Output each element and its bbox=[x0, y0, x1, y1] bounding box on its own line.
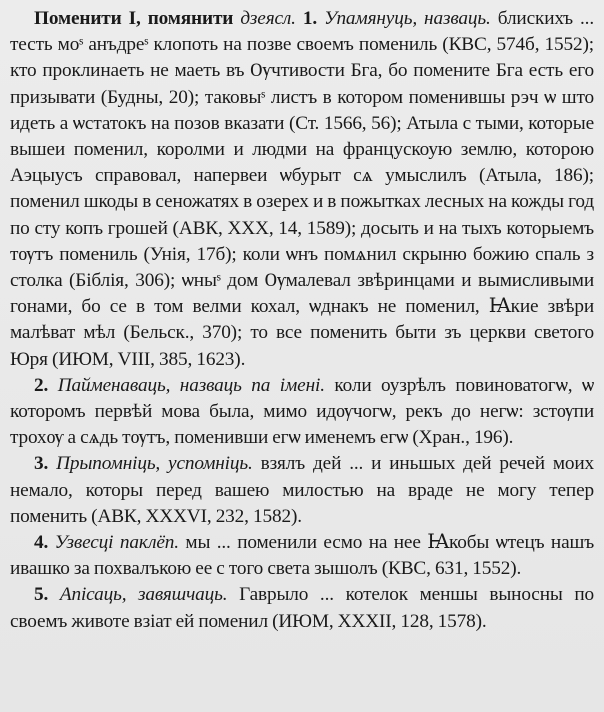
sense-definition: Пайменаваць, назваць па імені. bbox=[57, 374, 325, 396]
grammar-label: дзеясл. bbox=[240, 8, 296, 29]
sense-text: взялъ дей ... и иньшых дей речей моих немало, которы перед вашею милостью на враде не могу тепер поменить (АВК, XXXVI, 232, 1582). bbox=[10, 453, 595, 527]
sense-2-paragraph bbox=[10, 373, 594, 452]
sense-4-paragraph bbox=[10, 530, 594, 582]
sense-text: Гаврыло ... котелок меншы выносны по своемъ животе взіат ей поменил (ИЮМ, XXXII, 128, 1578). bbox=[10, 584, 595, 632]
sense-number: 2. bbox=[34, 374, 49, 396]
sense-text: коли оузрѣлъ повиноватогѡ, ѡ которомъ первѣй мова была, мимо идѹчогѡ, рекъ до негѡ: зстѹпи трохѹ а сѧдь тѹтъ, поменивши егѡ именемъ егѡ (Хран., 196). bbox=[10, 374, 595, 449]
sense-definition: Прыпомніць, успомніць. bbox=[56, 453, 253, 475]
headword: Поменити I, помянити bbox=[34, 8, 234, 29]
sense-definition: Упамянуць, назваць. bbox=[324, 8, 491, 29]
sense-1-paragraph bbox=[10, 6, 594, 373]
sense-3-paragraph bbox=[10, 451, 594, 530]
sense-number: 5. bbox=[34, 584, 49, 606]
sense-definition: Апісаць, завяшчаць. bbox=[59, 584, 228, 606]
sense-5-paragraph bbox=[10, 582, 594, 634]
sense-text: блискихъ ... тесть моˢ анъдреˢ клопоть на позве своемъ помениль (КВС, 574б, 1552); кто проклинаеть не маеть въ Ѹчтивости Бга, бо помените Бга есть его призывати (Будны, 20); таковыˢ листъ в котором поменившы рэч ѡ што идеть а ѡстатокъ на позов вказати (Ст. 1566, 56); Атыла с тыми, которые вышеи поменил, королми и людми на францускоую землю, которою Аэцыусъ справовал, напервеи ѡбурыт сѧ умыслилъ (Атыла, 186); поменил шкоды в сеножатях в озерех и в пожытках лесных на кожды год по сту копъ грошей (АВК, XXX, 14, 1589); досыть и на тыхъ которыемъ тѹтъ помениль (Унiя, 17б); коли ѡнъ помѧнил скрыню божию спаль з столка (Бiблiя, 306); ѡныˢ дом Ѹмалевал звѣринцами и вымисливыми гонами, бо се в том велми кохал, ѡднакъ не поменил, Ꙗкие звѣри малѣват мѣл (Бельск., 370); то все поменить быти зъ церкви светого Юря (ИЮМ, VIII, 385, 1623). bbox=[10, 8, 595, 370]
sense-text: мы ... поменили есмо на нее Ꙗкобы ѡтецъ нашъ ивашко за похвалъкою ее с того света зышолъ (КВС, 631, 1552). bbox=[10, 532, 595, 580]
sense-number: 4. bbox=[34, 532, 49, 554]
sense-number: 3. bbox=[34, 453, 49, 475]
sense-definition: Узвесці паклёп. bbox=[54, 532, 179, 554]
sense-number: 1. bbox=[302, 8, 318, 29]
